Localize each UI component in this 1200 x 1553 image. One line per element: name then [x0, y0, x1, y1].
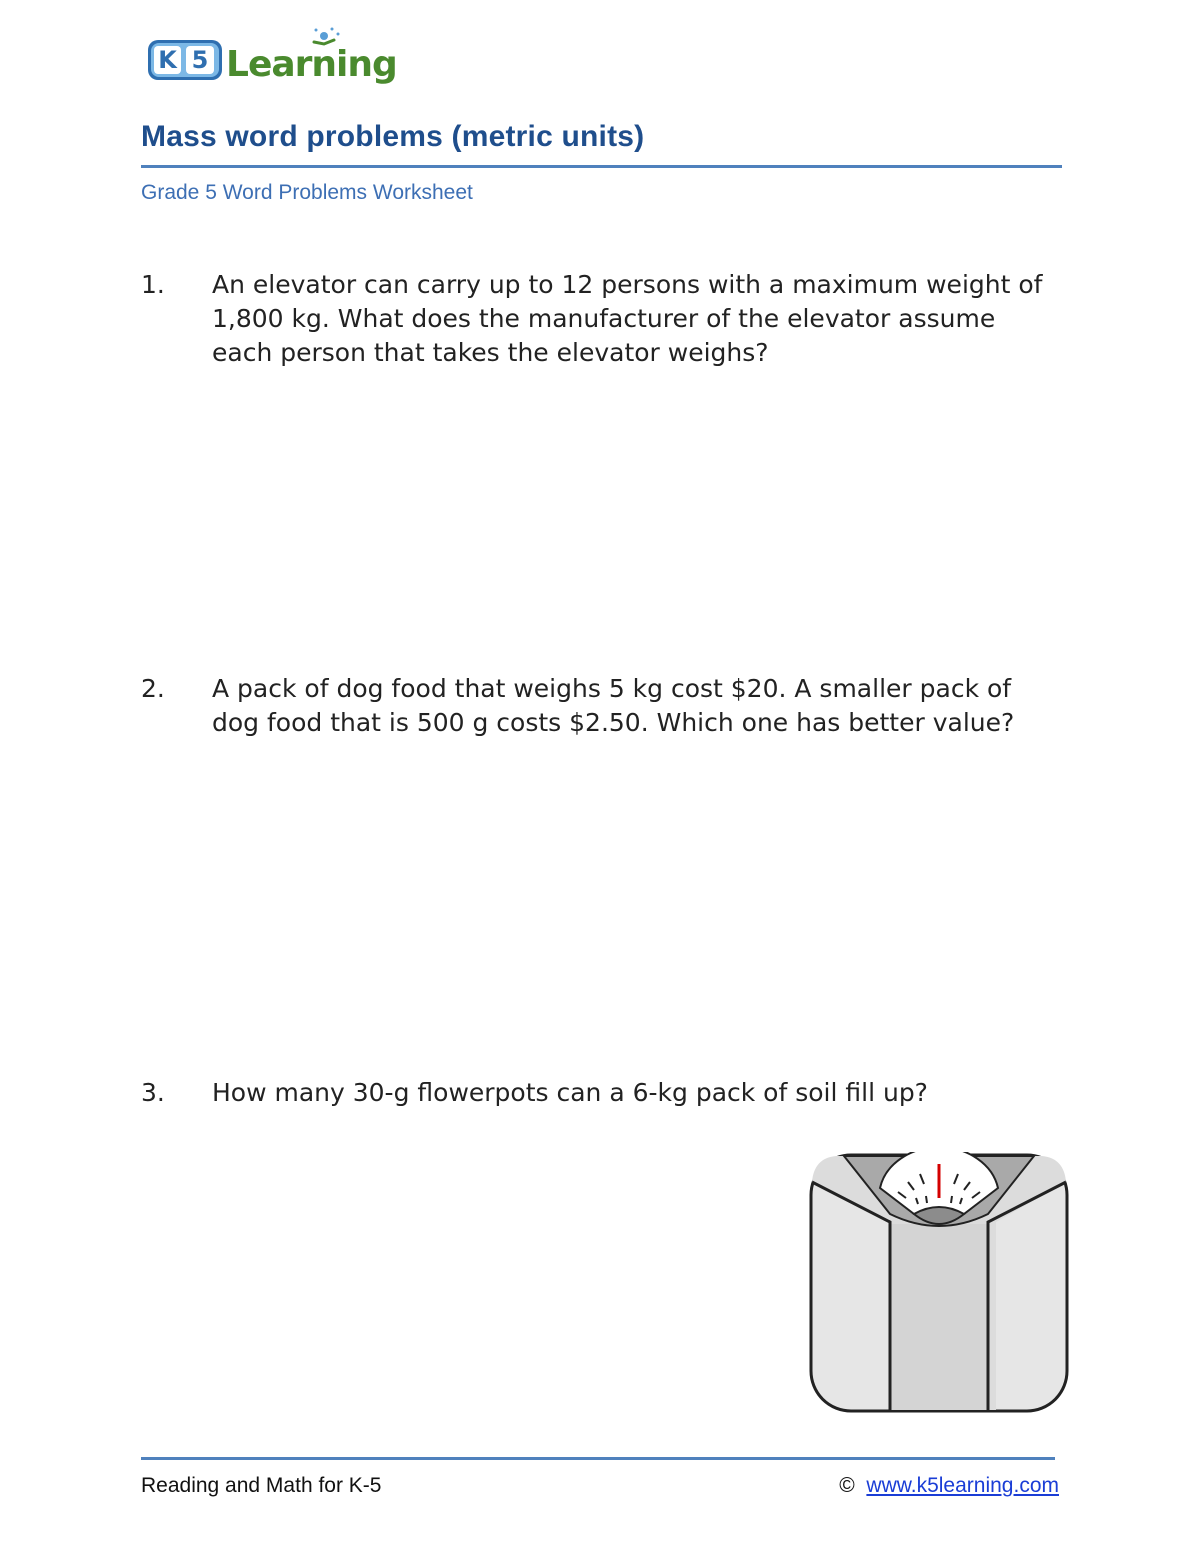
- page-title: Mass word problems (metric units): [141, 120, 645, 153]
- question-1: [141, 268, 1061, 378]
- question-text: A pack of dog food that weighs 5 kg cost $20. A smaller pack of dog food that is 500 g costs $2.50. Which one has better value?: [212, 674, 1015, 737]
- footer-tagline: Reading and Math for K-5: [141, 1474, 382, 1497]
- question-3: [141, 1076, 1061, 1116]
- question-number: 2.: [141, 674, 165, 703]
- page-subtitle: Grade 5 Word Problems Worksheet: [141, 181, 473, 204]
- footer-copyright: [839, 1474, 1059, 1498]
- question-text: How many 30-g flowerpots can a 6-kg pack of soil fill up?: [212, 1078, 928, 1107]
- question-text: An elevator can carry up to 12 persons with a maximum weight of 1,800 kg. What does the manufacturer of the elevator assume each person that takes the elevator weighs?: [212, 270, 1043, 367]
- question-number: 3.: [141, 1078, 165, 1107]
- bathroom-scale-icon: [808, 1152, 1070, 1414]
- question-number: 1.: [141, 270, 165, 299]
- question-2: [141, 672, 1061, 782]
- copyright-symbol: ©: [839, 1474, 855, 1497]
- footer-divider: [141, 1457, 1055, 1460]
- website-link[interactable]: www.k5learning.com: [866, 1474, 1059, 1497]
- title-divider: [141, 165, 1062, 168]
- svg-text:Learning: Learning: [226, 44, 397, 85]
- k5-learning-logo: [146, 26, 398, 86]
- svg-text:5: 5: [191, 46, 209, 74]
- svg-text:K: K: [158, 46, 177, 74]
